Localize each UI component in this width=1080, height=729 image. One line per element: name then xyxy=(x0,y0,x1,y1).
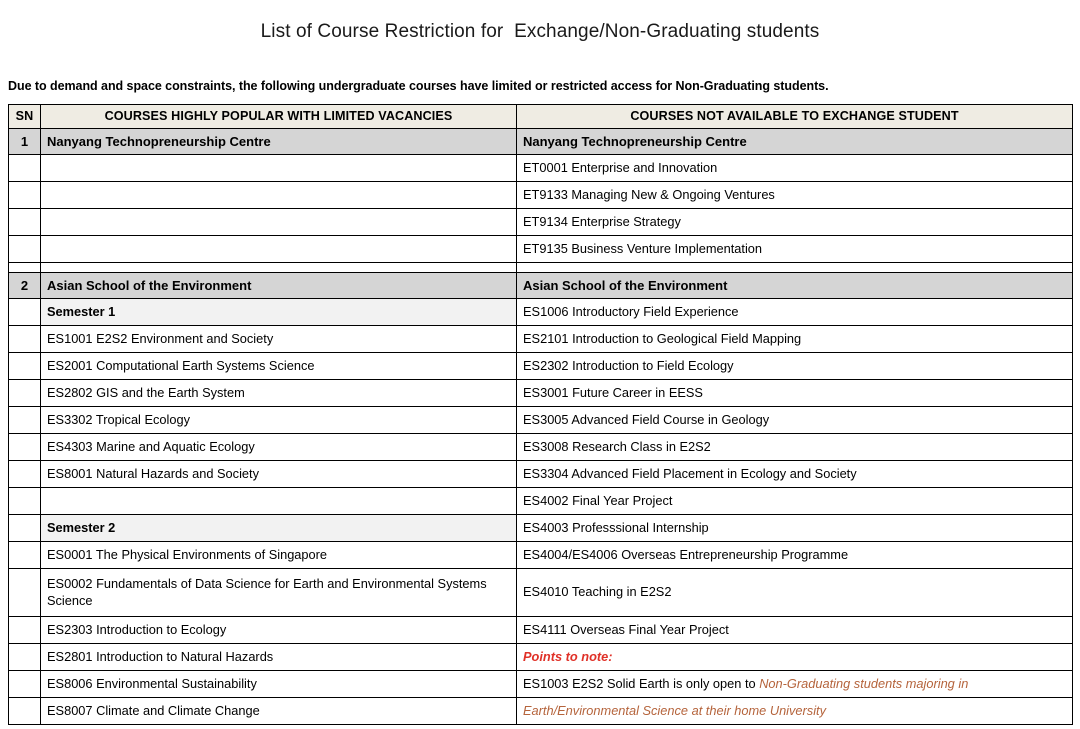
section-name-right: Nanyang Technopreneurship Centre xyxy=(517,129,1073,155)
table-row xyxy=(9,380,1073,407)
section-name-left: Nanyang Technopreneurship Centre xyxy=(41,129,517,155)
row-right: ET0001 Enterprise and Innovation xyxy=(517,155,1073,182)
row-left: ES4303 Marine and Aquatic Ecology xyxy=(41,434,517,461)
table-spacer-row xyxy=(9,263,1073,273)
table-row xyxy=(9,407,1073,434)
row-left xyxy=(41,236,517,263)
row-sn xyxy=(9,617,41,644)
row-sn xyxy=(9,434,41,461)
semester-label-left: Semester 1 xyxy=(41,299,517,326)
row-left: ES2802 GIS and the Earth System xyxy=(41,380,517,407)
column-header-right: COURSES NOT AVAILABLE TO EXCHANGE STUDENT xyxy=(517,105,1073,129)
note-line-two-italic: Earth/Environmental Science at their home University xyxy=(523,702,826,718)
section-sn: 1 xyxy=(9,129,41,155)
table-row xyxy=(9,236,1073,263)
row-sn xyxy=(9,542,41,569)
row-left: ES8007 Climate and Climate Change xyxy=(41,698,517,725)
table-section-row xyxy=(9,129,1073,155)
row-sn xyxy=(9,299,41,326)
table-row xyxy=(9,488,1073,515)
row-left: ES3302 Tropical Ecology xyxy=(41,407,517,434)
row-left xyxy=(41,182,517,209)
row-sn xyxy=(9,461,41,488)
table-row xyxy=(9,434,1073,461)
row-right: ES3005 Advanced Field Course in Geology xyxy=(517,407,1073,434)
points-to-note-cell xyxy=(517,644,1073,671)
row-right: ES1006 Introductory Field Experience xyxy=(517,299,1073,326)
semester-label-left: Semester 2 xyxy=(41,515,517,542)
row-right: ES3008 Research Class in E2S2 xyxy=(517,434,1073,461)
row-right: ES4010 Teaching in E2S2 xyxy=(517,569,1073,617)
row-right: ES4111 Overseas Final Year Project xyxy=(517,617,1073,644)
row-sn xyxy=(9,488,41,515)
row-right: ES4004/ES4006 Overseas Entrepreneurship Programme xyxy=(517,542,1073,569)
section-sn: 2 xyxy=(9,273,41,299)
document-subtitle: Due to demand and space constraints, the following undergraduate courses have limited or restricted access for Non-Graduating students. xyxy=(8,79,829,93)
table-row xyxy=(9,542,1073,569)
row-left: ES8001 Natural Hazards and Society xyxy=(41,461,517,488)
row-sn xyxy=(9,569,41,617)
row-sn xyxy=(9,644,41,671)
course-restriction-table xyxy=(8,104,1073,725)
row-right: ES3304 Advanced Field Placement in Ecology and Society xyxy=(517,461,1073,488)
row-left: ES0001 The Physical Environments of Singapore xyxy=(41,542,517,569)
row-sn xyxy=(9,155,41,182)
table-row xyxy=(9,353,1073,380)
row-right: ES4003 Professsional Internship xyxy=(517,515,1073,542)
column-header-left: COURSES HIGHLY POPULAR WITH LIMITED VACANCIES xyxy=(41,105,517,129)
row-sn xyxy=(9,407,41,434)
spacer-left xyxy=(41,263,517,273)
row-sn xyxy=(9,236,41,263)
row-right: ES3001 Future Career in EESS xyxy=(517,380,1073,407)
table-row xyxy=(9,299,1073,326)
row-left: ES1001 E2S2 Environment and Society xyxy=(41,326,517,353)
row-sn xyxy=(9,380,41,407)
row-sn xyxy=(9,182,41,209)
row-right: ET9134 Enterprise Strategy xyxy=(517,209,1073,236)
note-line-two xyxy=(517,698,1073,725)
section-name-right: Asian School of the Environment xyxy=(517,273,1073,299)
row-sn xyxy=(9,209,41,236)
row-left: ES0002 Fundamentals of Data Science for Earth and Environmental Systems Science xyxy=(41,569,517,617)
table-row xyxy=(9,326,1073,353)
table-header-row xyxy=(9,105,1073,129)
points-to-note-heading: Points to note: xyxy=(523,648,613,664)
row-right: ES4002 Final Year Project xyxy=(517,488,1073,515)
row-sn xyxy=(9,326,41,353)
row-right: ET9133 Managing New & Ongoing Ventures xyxy=(517,182,1073,209)
row-left: ES8006 Environmental Sustainability xyxy=(41,671,517,698)
note-line-one-italic: Non-Graduating students majoring in xyxy=(759,675,969,691)
column-header-sn: SN xyxy=(9,105,41,129)
note-line-one-plain: ES1003 E2S2 Solid Earth is only open to xyxy=(523,675,760,691)
table-row xyxy=(9,569,1073,617)
table-row xyxy=(9,515,1073,542)
table-row xyxy=(9,617,1073,644)
spacer-right xyxy=(517,263,1073,273)
page-title: List of Course Restriction for Exchange/Non-Graduating students xyxy=(260,21,820,42)
row-left xyxy=(41,488,517,515)
row-sn xyxy=(9,671,41,698)
table-container xyxy=(0,93,1080,725)
spacer-sn xyxy=(9,263,41,273)
table-row xyxy=(9,461,1073,488)
row-sn xyxy=(9,515,41,542)
row-left: ES2001 Computational Earth Systems Science xyxy=(41,353,517,380)
row-sn xyxy=(9,353,41,380)
row-left: ES2801 Introduction to Natural Hazards xyxy=(41,644,517,671)
row-right: ET9135 Business Venture Implementation xyxy=(517,236,1073,263)
table-row xyxy=(9,209,1073,236)
note-line-one xyxy=(517,671,1073,698)
row-left xyxy=(41,155,517,182)
table-section-row xyxy=(9,273,1073,299)
section-name-left: Asian School of the Environment xyxy=(41,273,517,299)
row-left: ES2303 Introduction to Ecology xyxy=(41,617,517,644)
table-row xyxy=(9,671,1073,698)
row-sn xyxy=(9,698,41,725)
table-row xyxy=(9,182,1073,209)
row-right: ES2302 Introduction to Field Ecology xyxy=(517,353,1073,380)
table-row xyxy=(9,698,1073,725)
table-row xyxy=(9,644,1073,671)
row-right: ES2101 Introduction to Geological Field Mapping xyxy=(517,326,1073,353)
table-row xyxy=(9,155,1073,182)
row-left xyxy=(41,209,517,236)
